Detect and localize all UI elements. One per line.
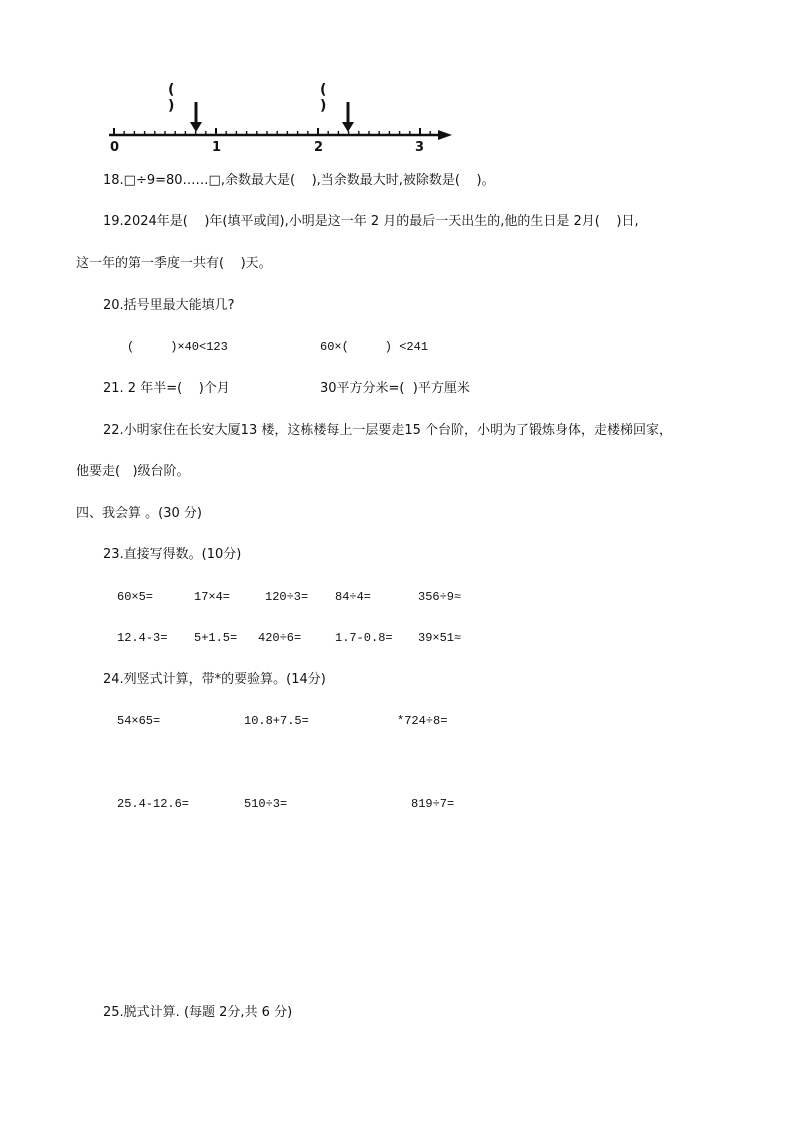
number-line-arrowhead <box>438 130 452 140</box>
q23-item: 420÷6= <box>258 631 302 645</box>
question-21-a: 21. 2 年半=( )个月 <box>103 381 230 396</box>
question-24-title: 24.列竖式计算，带*的要验算。(14分) <box>103 672 326 687</box>
question-18: 18.□÷9=80……□,余数最大是( ),当余数最大时,被除数是( )。 <box>103 173 495 188</box>
q23-item: 5+1.5= <box>194 631 238 645</box>
q23-item: 60×5= <box>117 590 154 604</box>
question-19-line-2: 这一年的第一季度一共有( )天。 <box>76 256 272 271</box>
q24-item: 54×65= <box>117 714 161 728</box>
q23-item: 1.7-0.8= <box>335 631 393 645</box>
question-25-title: 25.脱式计算. (每题 2分,共 6 分) <box>103 1005 293 1020</box>
question-19-line-1: 19.2024年是( )年(填平或闰),小明是这一年 2 月的最后一天出生的,他的生日是 2月( )日, <box>103 214 639 229</box>
question-22-line-2: 他要走( )级台阶。 <box>76 464 190 479</box>
q23-item: 12.4-3= <box>117 631 168 645</box>
question-20-b: 60×( ) <241 <box>320 340 429 354</box>
question-20-a: ( )×40<123 <box>127 340 228 354</box>
down-arrow-icon <box>190 102 202 132</box>
number-line-label-0: 0 <box>110 140 120 155</box>
q23-item: 84÷4= <box>335 590 372 604</box>
question-23-title: 23.直接写得数。(10分) <box>103 547 242 562</box>
q24-item: 25.4-12.6= <box>117 797 190 811</box>
number-line-label-1: 1 <box>212 140 222 155</box>
number-line-label-2: 2 <box>314 140 324 155</box>
q24-item: 819÷7= <box>411 797 455 811</box>
number-line-bracket-2: ( ) <box>320 82 327 114</box>
q23-item: 39×51≈ <box>418 631 462 645</box>
down-arrow-icon <box>342 102 354 132</box>
question-22-line-1: 22.小明家住在长安大厦13 楼，这栋楼每上一层要走15 个台阶，小明为了锻炼身体，走楼梯回家， <box>103 423 673 438</box>
q23-item: 356÷9≈ <box>418 590 462 604</box>
q23-item: 120÷3= <box>265 590 309 604</box>
number-line-label-3: 3 <box>415 140 425 155</box>
q23-item: 17×4= <box>194 590 231 604</box>
q24-item: *724÷8= <box>397 714 448 728</box>
question-20-title: 20.括号里最大能填几? <box>103 298 235 313</box>
section-4-heading: 四、我会算 。(30 分) <box>76 506 202 521</box>
q24-item: 510÷3= <box>244 797 288 811</box>
number-line <box>108 78 468 140</box>
q24-item: 10.8+7.5= <box>244 714 309 728</box>
number-line-bracket-1: ( ) <box>168 82 175 114</box>
question-21-b: 30平方分米=( )平方厘米 <box>320 381 470 396</box>
